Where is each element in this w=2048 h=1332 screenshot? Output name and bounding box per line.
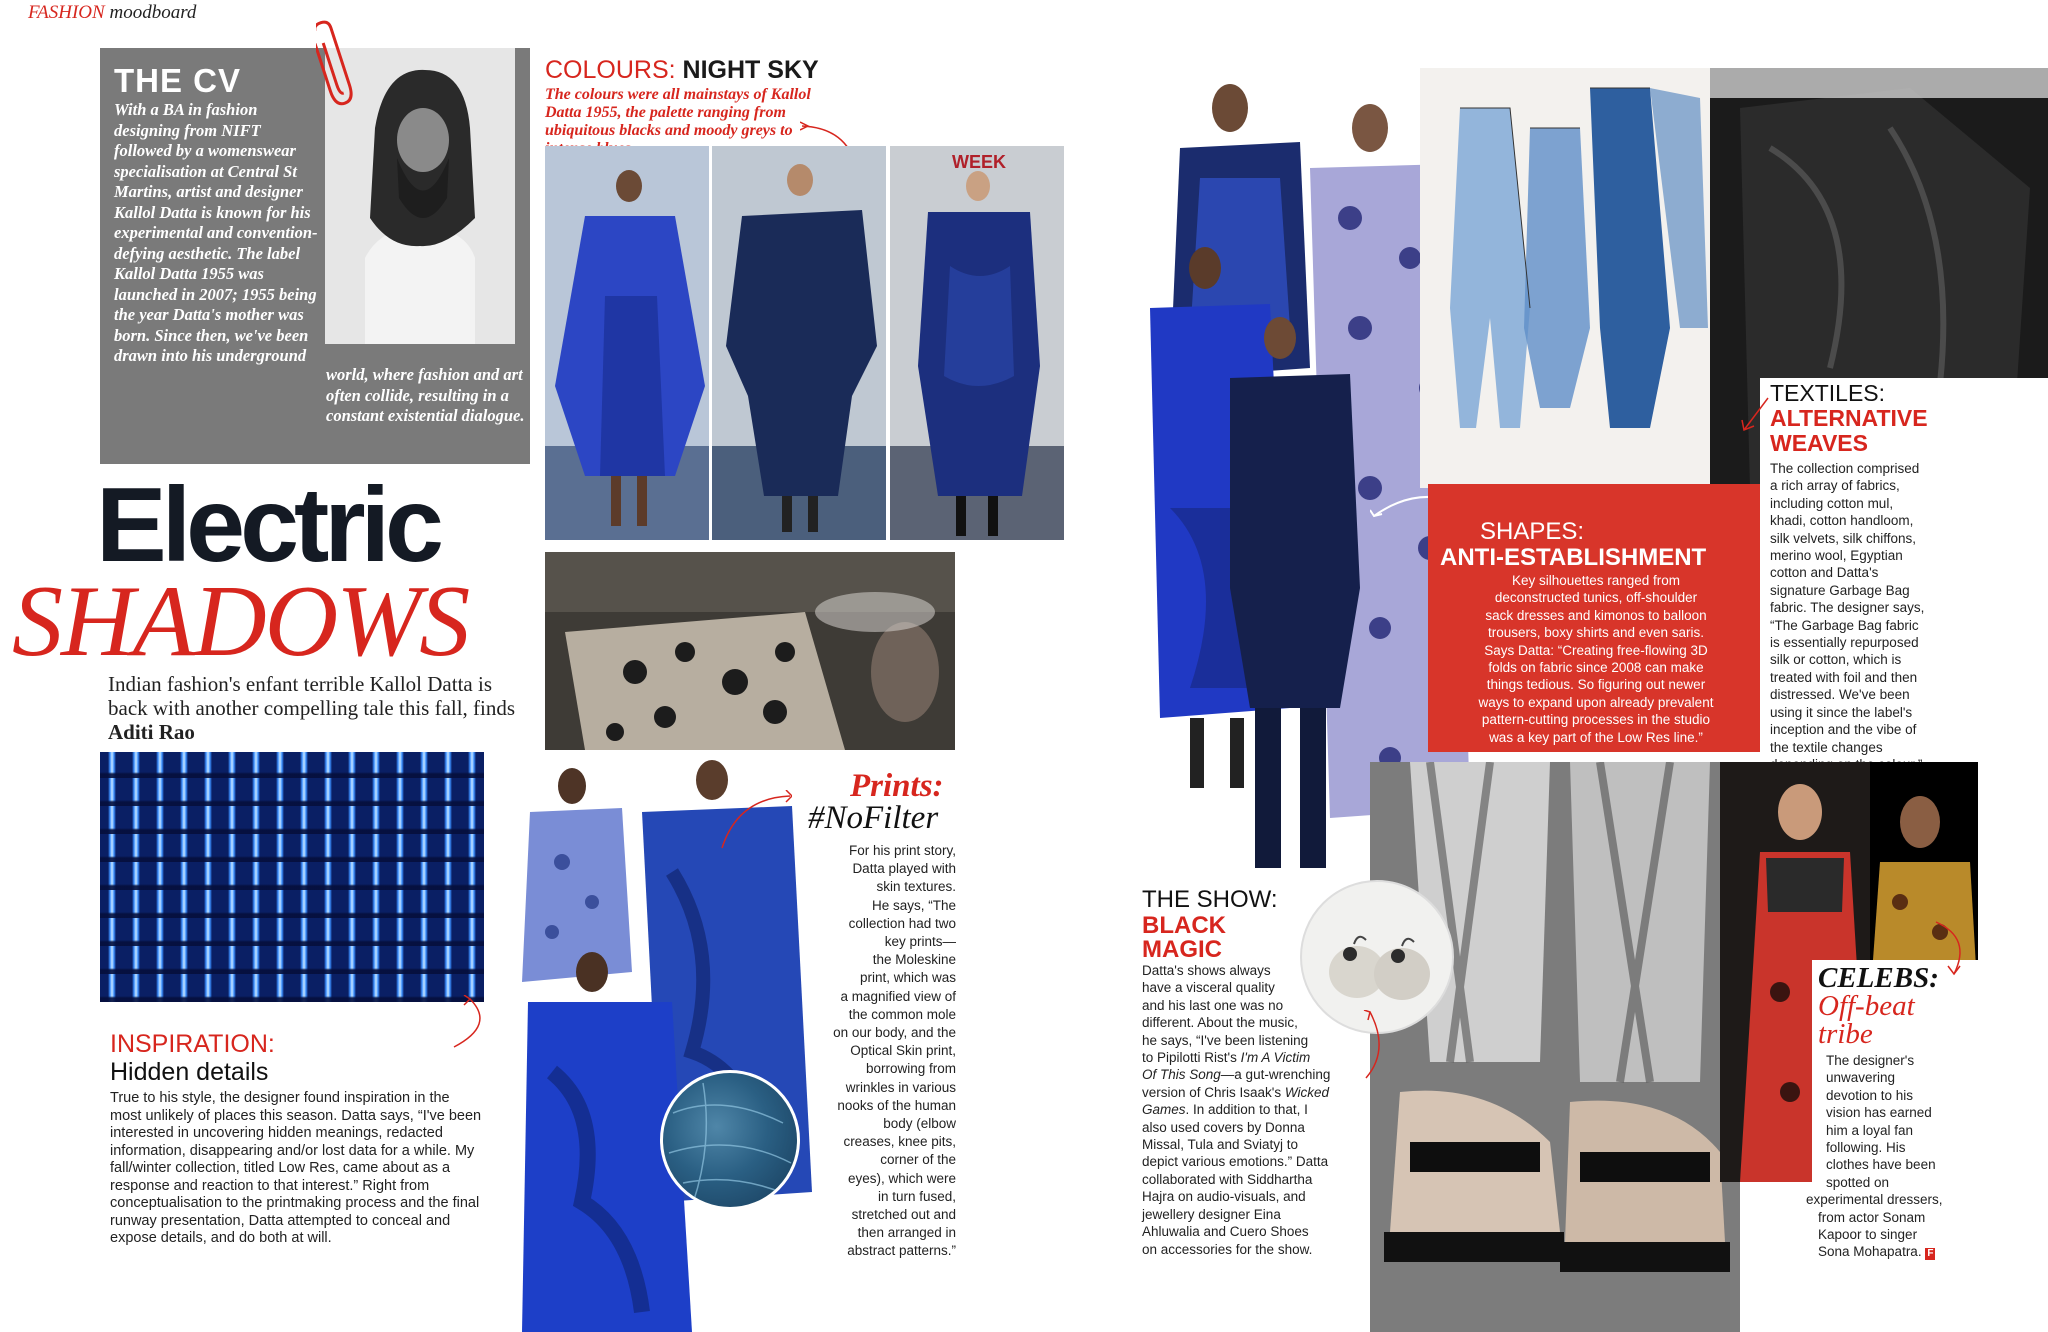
prints-line: For his print story, xyxy=(848,843,956,858)
celebs-title-1: Off-beat xyxy=(1818,990,1915,1022)
prints-line: corner of the xyxy=(880,1152,956,1168)
textiles-line: including cotton mul, xyxy=(1770,495,1894,511)
celebs-line: devotion to his xyxy=(1826,1087,1914,1103)
celebs-line xyxy=(1806,1243,1968,1260)
celebs-line: vision has earned xyxy=(1826,1105,1932,1121)
textiles-line: khadi, cotton handloom, xyxy=(1770,513,1914,529)
celebs-line: following. His xyxy=(1826,1140,1906,1156)
show-line-title: Wicked xyxy=(1284,1084,1330,1100)
colours-caption: The colours were all mainstays of Kallol Datta 1955, the palette ranging from ubiquitous blacks and moody greys to xyxy=(545,86,811,139)
textiles-title-2: WEAVES xyxy=(1770,430,1868,456)
inspiration-body: True to his style, the designer found inspiration in the most unlikely of places this season. Datta says, “I've been interested in uncovering hidden meanings, redacted information, disappearing and/or lost data for a while. My fall/winter collection, titled Low Res, came about as a response and reaction to that interest.” Right from conceptualisation to the printmaking process and the final runway presentation, Datta attempted to conceal and expose details, and do both at will. xyxy=(110,1090,482,1246)
prints-line: on our body, and the xyxy=(833,1025,956,1041)
prints-line: a magnified view of xyxy=(840,988,956,1004)
end-mark-icon: F xyxy=(1927,1248,1934,1260)
textiles-line: merino wool, Egyptian xyxy=(1770,548,1903,564)
prints-line: in turn fused, xyxy=(877,1188,956,1204)
show-line xyxy=(1142,1188,1362,1205)
show-line xyxy=(1142,962,1362,979)
prints-line: wrinkles in various xyxy=(845,1079,956,1095)
prints-line: creases, knee pits, xyxy=(843,1134,956,1150)
standfirst-text: Indian fashion's enfant terrible Kallol Datta is back with another compelling tale this fall, finds xyxy=(108,672,516,720)
show-line xyxy=(1142,1171,1362,1188)
show-line-text: version of Chris Isaak's xyxy=(1142,1084,1285,1100)
show-line-text: different. About the music, xyxy=(1142,1015,1298,1031)
celebs-line: unwavering xyxy=(1826,1070,1896,1086)
prints-line: collection had two xyxy=(848,915,956,931)
section-label: FASHION xyxy=(28,2,105,23)
show-title-1: BLACK xyxy=(1142,912,1226,939)
show-line xyxy=(1142,1084,1362,1101)
prints-line: nooks of the human xyxy=(837,1097,956,1113)
prints-line: eyes), which were xyxy=(847,1170,956,1186)
show-line-text: on accessories for the show. xyxy=(1142,1241,1313,1257)
standfirst xyxy=(108,672,528,744)
celebs-label: CELEBS: xyxy=(1818,962,1939,994)
shapes-line: things tedious. So figuring out newer xyxy=(1486,677,1706,693)
celebs-line: Kapoor to singer xyxy=(1818,1227,1918,1243)
shapes-line: folds on fabric since 2008 can make xyxy=(1488,660,1704,676)
shapes-line: was a key part of the Low Res line.” xyxy=(1489,729,1703,745)
show-line-text: —a gut-wrenching xyxy=(1220,1067,1331,1083)
celebs-line: clothes have been xyxy=(1826,1157,1936,1173)
prints-line: body (elbow xyxy=(883,1116,956,1132)
design-sketches-photo xyxy=(1420,68,1710,488)
show-line-text: Ahluwalia and Cuero Shoes xyxy=(1142,1224,1309,1240)
show-line xyxy=(1142,1032,1362,1049)
shapes-line: Says Datta: “Creating free-flowing 3D xyxy=(1484,642,1708,658)
show-line xyxy=(1142,1206,1362,1223)
shapes-title: ANTI-ESTABLISHMENT xyxy=(1440,544,1707,571)
textiles-label: TEXTILES: xyxy=(1770,380,1886,406)
prints-line: then arranged in xyxy=(857,1225,956,1241)
textiles-line: cotton and Datta's xyxy=(1770,565,1879,581)
celebs-line: The designer's xyxy=(1826,1053,1915,1068)
shapes-line: deconstructed tunics, off-shoulder xyxy=(1494,590,1698,606)
runway-photo-2 xyxy=(712,146,886,540)
celebs-last-line: Sona Mohapatra. xyxy=(1818,1244,1922,1260)
show-line xyxy=(1142,1119,1362,1136)
prints-line: abstract patterns.” xyxy=(847,1243,956,1259)
textiles-line: “The Garbage Bag fabric xyxy=(1770,617,1919,633)
show-title-2: MAGIC xyxy=(1142,936,1222,963)
prints-label: Prints: xyxy=(850,768,944,804)
textiles-line: fabric. The designer says, xyxy=(1770,600,1925,616)
show-line xyxy=(1142,997,1362,1014)
prints-line: Optical Skin print, xyxy=(850,1043,956,1059)
show-line xyxy=(1142,1049,1362,1066)
show-body xyxy=(1142,962,1362,1258)
prints-line: print, which was xyxy=(859,970,956,986)
shapes-line: sack dresses and kimonos to balloon xyxy=(1485,607,1707,623)
show-line-text: and his last one was no xyxy=(1142,997,1284,1013)
prints-body xyxy=(760,842,956,1261)
show-line xyxy=(1142,1153,1362,1170)
sandals-photo xyxy=(1370,762,1740,1332)
cv-body-right: world, where fashion and art often collide, resulting in a constant existential dialogue. xyxy=(326,365,525,425)
show-line-title: I'm A Victim xyxy=(1240,1050,1311,1066)
celebs-line: spotted on xyxy=(1826,1174,1890,1190)
show-line-text: Missal, Tula and Sviatyj to xyxy=(1142,1137,1299,1153)
show-line xyxy=(1142,1014,1362,1031)
prints-arrow-icon xyxy=(708,790,792,850)
celebs-title-2: tribe xyxy=(1818,1018,1873,1050)
prints-line: borrowing from xyxy=(865,1061,956,1077)
prints-line: the Moleskine xyxy=(872,952,956,968)
studio-print-photo xyxy=(545,552,955,750)
colours-label: COLOURS: xyxy=(545,56,676,84)
prints-line: the common mole xyxy=(848,1006,956,1022)
runway-photo-1 xyxy=(545,146,709,540)
headline-electric: Electric xyxy=(96,466,440,584)
show-line-text: he says, “I've been listening xyxy=(1142,1032,1309,1048)
show-label: THE SHOW: xyxy=(1142,886,1278,913)
cv-title: THE CV xyxy=(114,62,242,99)
textiles-line: The collection comprised xyxy=(1770,461,1920,476)
shapes-line: trousers, boxy shirts and even saris. xyxy=(1487,625,1705,641)
runway-sign: WEEK xyxy=(952,152,1006,172)
show-line xyxy=(1142,1241,1362,1258)
show-line-text: Datta's shows always xyxy=(1142,963,1271,978)
blue-lights-photo xyxy=(100,752,484,1002)
shapes-line: pattern-cutting processes in the studio xyxy=(1481,712,1711,728)
colours-heading xyxy=(545,56,819,85)
show-line xyxy=(1142,1136,1362,1153)
textiles-line: using it since the label's xyxy=(1770,704,1913,720)
show-line xyxy=(1142,979,1362,996)
textiles-title-1: ALTERNATIVE xyxy=(1770,405,1928,431)
colours-title: NIGHT SKY xyxy=(682,56,819,84)
shapes-line: ways to expand upon already prevalent xyxy=(1478,694,1714,710)
show-line-text: jewellery designer Eina xyxy=(1142,1206,1281,1222)
prints-line: key prints— xyxy=(884,934,956,950)
show-line-text: collaborated with Siddhartha xyxy=(1142,1171,1313,1187)
inspiration-title: Hidden details xyxy=(110,1058,269,1086)
runway-photo-3 xyxy=(890,146,1064,540)
textiles-line: a rich array of fabrics, xyxy=(1770,478,1900,494)
textiles-body xyxy=(1770,460,2000,773)
show-line-text: Hajra on audio-visuals, and xyxy=(1142,1189,1306,1205)
textiles-line: distressed. We've been xyxy=(1770,687,1910,703)
inspiration-label: INSPIRATION: xyxy=(110,1030,275,1058)
show-line xyxy=(1142,1066,1362,1083)
prints-line: stretched out and xyxy=(851,1207,956,1223)
show-line-text: to Pipilotti Rist's xyxy=(1142,1050,1241,1066)
show-line-text: also used covers by Donna xyxy=(1142,1119,1305,1135)
shapes-label: SHAPES: xyxy=(1480,518,1585,545)
headline-shadows: SHADOWS xyxy=(12,565,469,678)
show-line-text: depict various emotions.” Datta xyxy=(1142,1154,1329,1170)
celebs-body xyxy=(1806,1052,1968,1261)
celebs-line: him a loyal fan xyxy=(1826,1122,1914,1138)
inspiration-arrow-icon xyxy=(440,995,500,1055)
section-header xyxy=(28,2,196,24)
textiles-line: the textile changes xyxy=(1770,739,1883,755)
textiles-line: treated with foil and then xyxy=(1770,669,1918,685)
paperclip-icon xyxy=(316,18,356,108)
celebs-line: from actor Sonam xyxy=(1818,1209,1926,1225)
cv-body-left: With a BA in fashion designing from NIFT followed by a womenswear specialisation at Central St Martins, artist and designer Kallol Datta is known for his experimental and convention-defying aesthetic. The label Kallol Datta 1955 was launched in 2007; 1955 being the year Datta's mother was born. Since then, we've been drawn into his underground xyxy=(114,100,318,365)
textiles-line: silk velvets, silk chiffons, xyxy=(1770,530,1917,546)
show-line xyxy=(1142,1101,1362,1118)
textiles-line: is essentially repurposed xyxy=(1770,635,1919,651)
show-line xyxy=(1142,1223,1362,1240)
textiles-arrow-icon xyxy=(1740,396,1770,436)
shapes-line: Key silhouettes ranged from xyxy=(1511,573,1681,588)
celebs-arrow-icon xyxy=(1934,918,1974,978)
celebs-line: experimental dressers, xyxy=(1806,1192,1943,1208)
show-line-text: . In addition to that, I xyxy=(1185,1102,1308,1118)
prints-title: #NoFilter xyxy=(808,800,939,836)
subsection-label: moodboard xyxy=(109,2,197,23)
shapes-body xyxy=(1438,572,1754,746)
show-line-title: Games xyxy=(1142,1102,1186,1118)
prints-line: skin textures. xyxy=(876,879,956,895)
prints-line: He says, “The xyxy=(871,897,956,913)
show-line-text: have a visceral quality xyxy=(1142,980,1275,996)
textiles-line: inception and the vibe of xyxy=(1770,722,1917,738)
textiles-line: signature Garbage Bag xyxy=(1770,582,1910,598)
show-line-title: Of This Song xyxy=(1142,1067,1221,1083)
prints-line: Datta played with xyxy=(852,861,956,877)
textiles-line: silk or cotton, which is xyxy=(1770,652,1902,668)
standfirst-author: Aditi Rao xyxy=(108,720,195,744)
